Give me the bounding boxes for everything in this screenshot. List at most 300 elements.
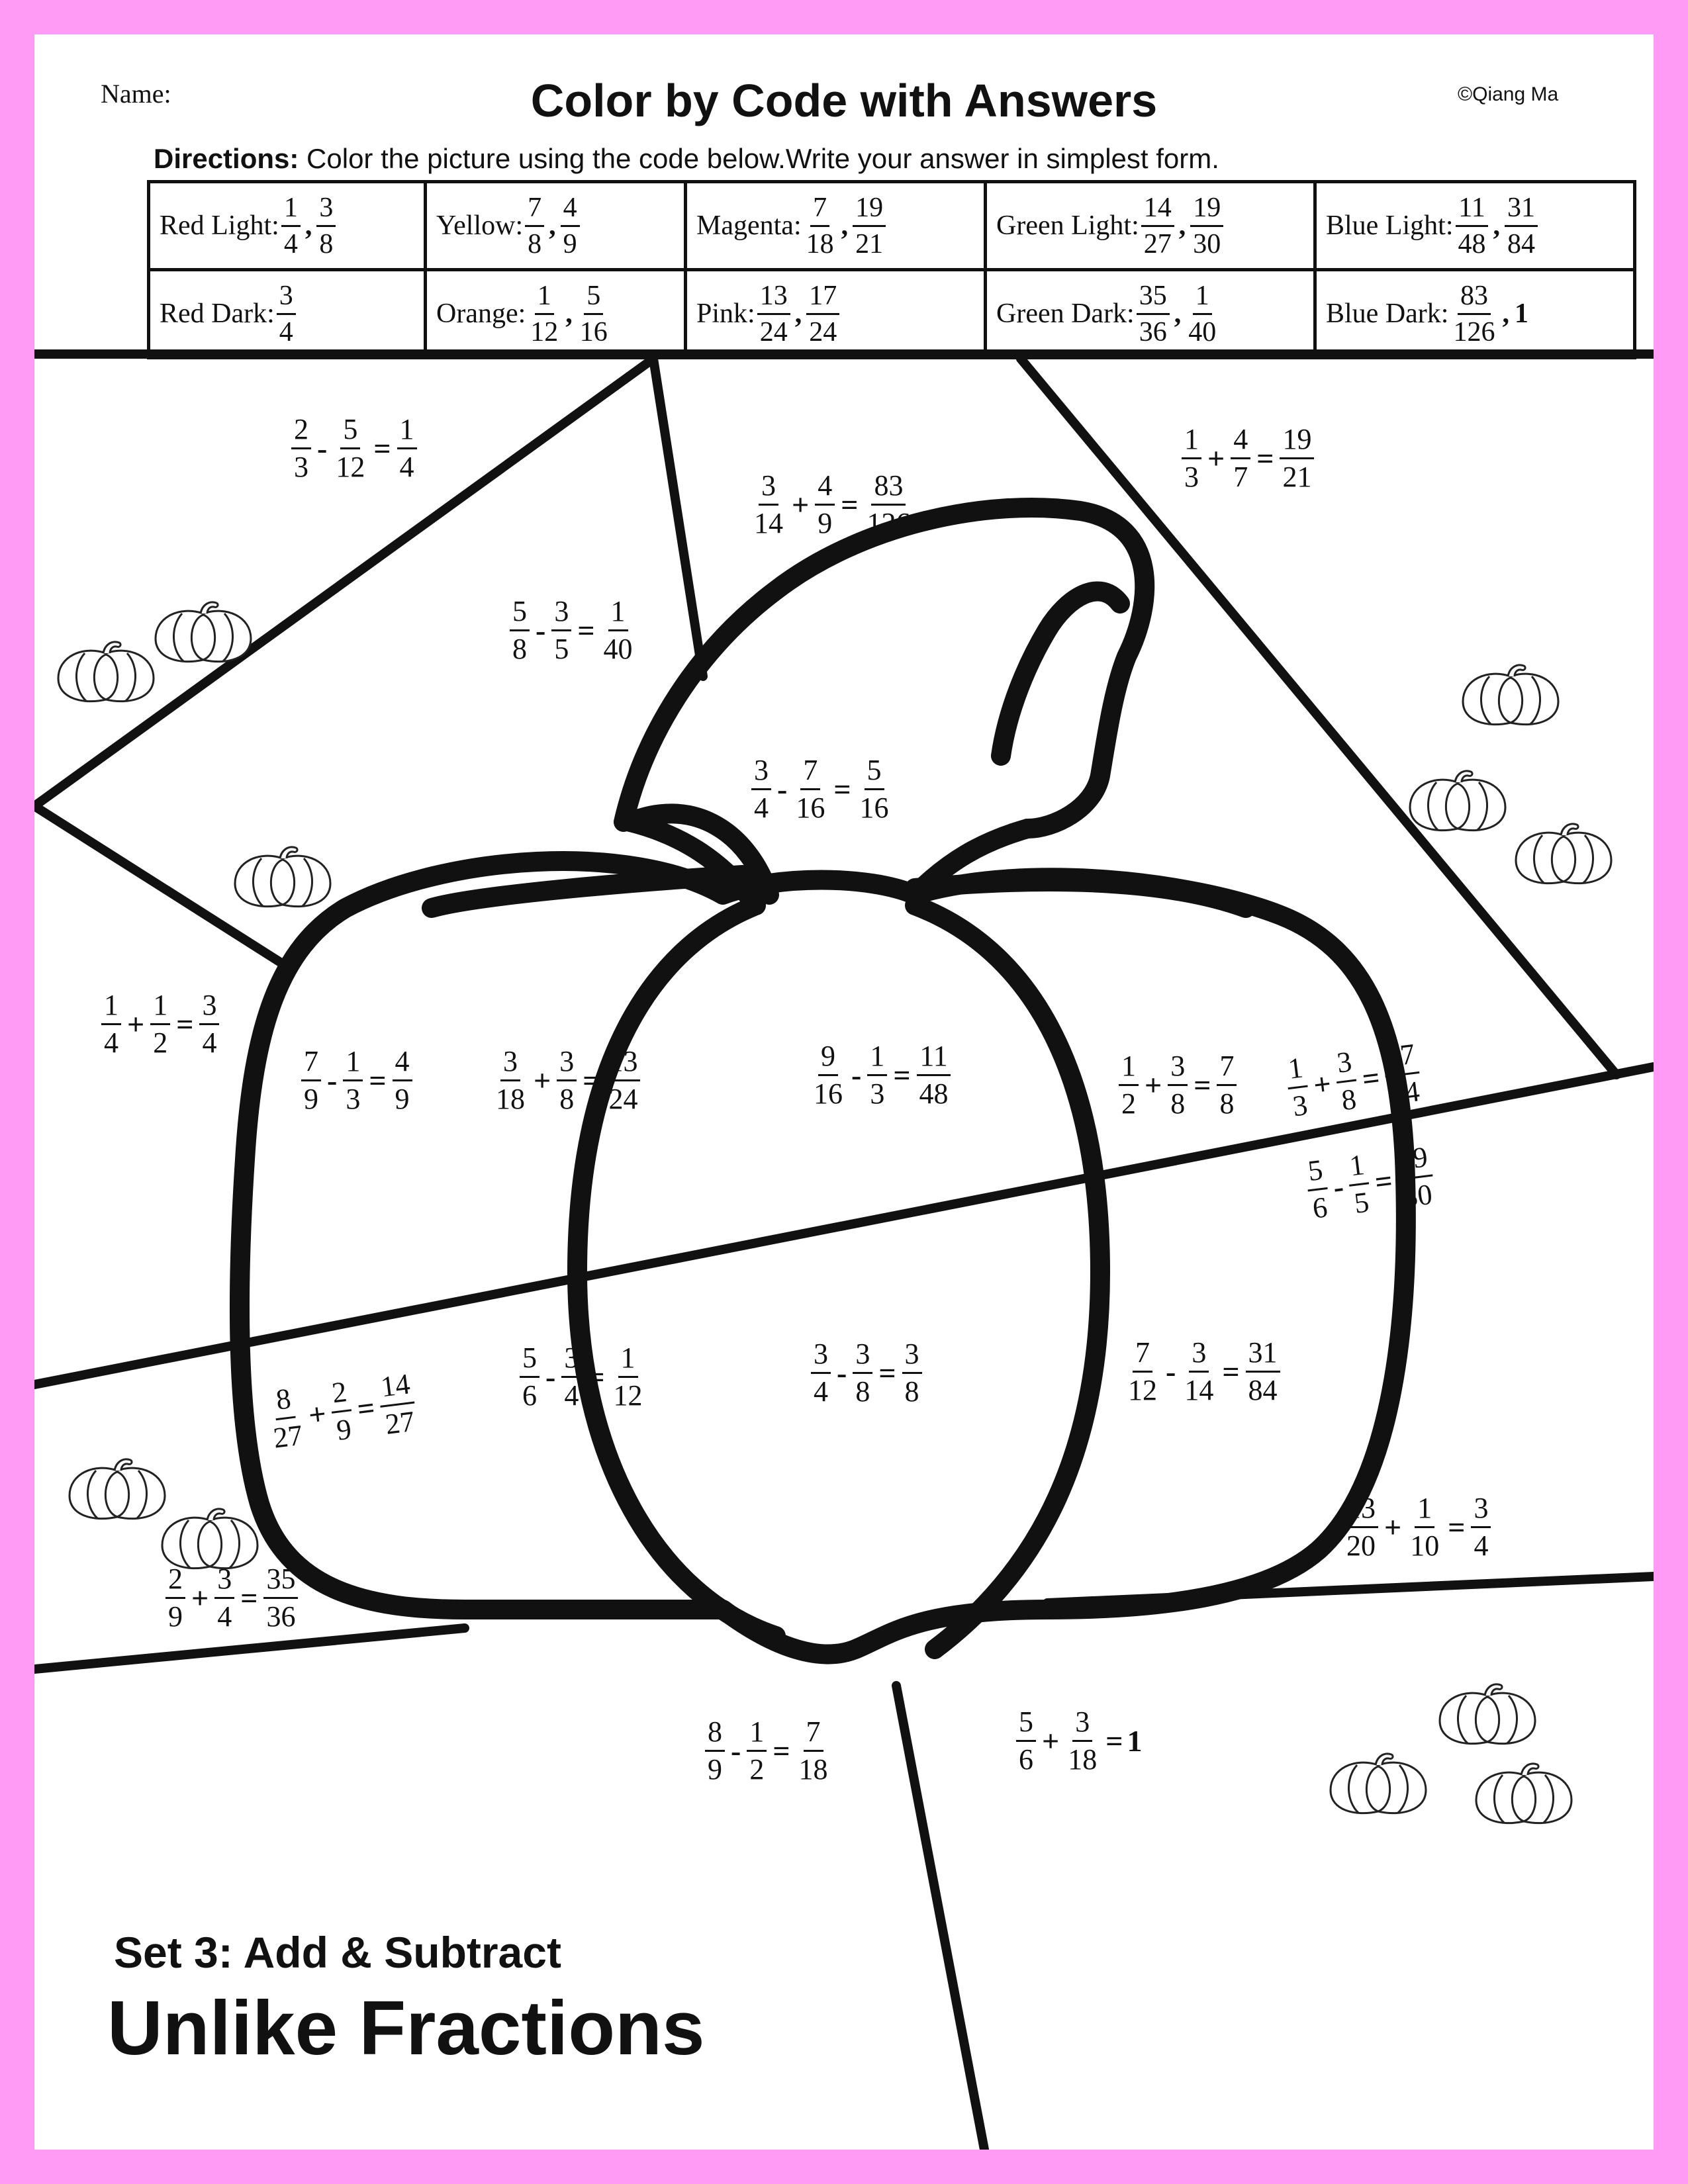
denominator: 24 [809,316,837,347]
operator: - [731,1734,741,1768]
fraction [1217,1052,1237,1118]
mini-pumpkin-icon [162,1509,258,1569]
denominator: 3 [1184,461,1199,493]
denominator: 8 [528,228,542,259]
name-label: Name: [101,79,171,109]
fraction [510,597,530,664]
numerator: 3 [1333,1047,1356,1083]
numerator: 4 [393,1047,412,1081]
denominator: 48 [1458,228,1486,259]
fraction [867,1042,887,1109]
equals-sign: = [369,1064,387,1097]
color-name: Red Light: [160,210,279,241]
fraction [316,194,336,258]
fraction [214,1565,234,1631]
numerator: 1 [1182,425,1201,459]
equals-sign: = [583,1064,600,1097]
numerator: 5 [584,282,603,315]
equals-sign: = [587,1360,605,1394]
equals-sign: = [373,432,391,465]
denominator: 7 [1233,461,1248,493]
equation [809,1042,953,1109]
numerator: 5 [340,415,360,449]
color-name: Magenta: [696,210,802,241]
denominator: 12 [1128,1374,1157,1406]
denominator: 16 [796,792,825,824]
fraction [397,415,417,482]
fraction [561,194,580,258]
fraction [525,194,544,258]
equals-sign: = [773,1734,790,1768]
numerator: 7 [1133,1338,1152,1373]
numerator: 11 [917,1042,950,1076]
fraction [577,282,610,346]
code-cell [426,270,686,358]
numerator: 5 [510,597,530,631]
numerator: 1 [618,1343,638,1378]
denominator: 2 [153,1026,168,1059]
equals-sign: = [878,1356,896,1390]
mini-pumpkin-icon [1463,665,1558,725]
numerator: 19 [1394,1142,1432,1181]
fraction [1344,1494,1378,1561]
equation [491,1047,642,1114]
equation [1014,1707,1142,1774]
fraction [265,1383,307,1454]
fraction [1456,194,1489,258]
denominator: 24 [1388,1075,1422,1111]
fraction [1382,1039,1424,1110]
operator: - [837,1356,847,1390]
equation [289,415,419,482]
numerator: 3 [1471,1494,1491,1528]
fraction [705,1717,725,1784]
fraction [1280,425,1314,492]
fraction [1246,1338,1280,1405]
numerator: 2 [328,1377,352,1414]
denominator: 48 [919,1077,949,1110]
fraction [1190,194,1223,258]
numerator: 2 [291,415,311,449]
directions [154,143,1219,175]
set-label: Set 3: Add & Subtract [114,1928,561,1977]
denominator: 3 [294,451,308,483]
denominator: 18 [496,1083,525,1115]
operator: + [792,488,810,522]
fraction [557,1047,577,1114]
fraction [1450,282,1497,346]
numerator: 5 [1304,1155,1328,1191]
numerator: 8 [705,1717,725,1752]
numerator: 1 [343,1047,363,1081]
numerator: 1 [867,1042,887,1076]
numerator: 3 [557,1047,577,1081]
fraction [101,991,121,1058]
comma: , [1174,298,1182,329]
comma: , [841,210,849,241]
numerator: 2 [165,1565,185,1599]
fraction [1394,1142,1436,1213]
denominator: 6 [1311,1191,1329,1225]
denominator: 5 [554,633,569,665]
numerator: 1 [101,991,121,1025]
equals-sign: = [841,488,859,522]
numerator: 4 [1231,425,1250,459]
numerator: 17 [1382,1039,1420,1077]
equals-sign: = [1256,441,1274,475]
fraction [857,756,892,823]
denominator: 27 [271,1418,305,1455]
fraction [263,1565,298,1631]
equation [518,1343,647,1410]
operator: + [534,1064,551,1097]
numerator: 8 [272,1384,296,1420]
color-name: Pink: [696,298,755,329]
fraction [333,415,367,482]
denominator: 8 [512,633,527,665]
numerator: 1 [608,597,628,631]
fraction [199,991,219,1058]
numerator: 3 [199,991,219,1025]
denominator: 9 [818,507,833,539]
denominator: 12 [336,451,365,483]
numerator: 14 [377,1369,415,1408]
fraction [1137,282,1170,346]
code-cell [1315,270,1635,358]
numerator: 83 [1458,282,1491,315]
code-cell [149,270,426,358]
numerator: 5 [865,756,884,790]
fraction [281,194,301,258]
comma: , [305,210,312,241]
mini-pumpkin-icon [58,642,154,702]
denominator: 126 [867,507,911,539]
whole-number-answer: 1 [1127,1724,1143,1758]
numerator: 1 [281,194,301,227]
fraction [1345,1150,1373,1219]
equation [703,1717,833,1784]
color-name: Blue Dark: [1326,298,1449,329]
numerator: 3 [1189,1338,1209,1373]
numerator: 35 [1137,282,1170,315]
code-row [149,182,1635,270]
numerator: 7 [800,756,820,790]
fraction [377,1369,419,1440]
denominator: 3 [870,1077,885,1110]
operator: - [545,1360,556,1394]
denominator: 27 [383,1404,417,1441]
fraction [806,282,839,346]
fraction [601,597,635,664]
fraction [811,1042,845,1109]
fraction [747,1717,767,1784]
equals-sign: = [833,772,851,806]
fraction [796,1717,831,1784]
fraction [804,194,837,258]
equals-sign: = [1222,1355,1240,1388]
comma: , [1502,298,1509,329]
fraction [1016,1707,1036,1774]
fraction [1182,1338,1216,1405]
fraction [1505,194,1538,258]
numerator: 1 [1415,1494,1434,1528]
code-cell [1315,182,1635,270]
fraction [853,1340,872,1406]
comma: , [1493,210,1500,241]
denominator: 9 [334,1412,353,1447]
fraction [1407,1494,1442,1561]
numerator: 13 [606,1047,640,1081]
color-code-table [147,180,1636,359]
fraction [853,194,886,258]
denominator: 16 [859,792,889,824]
fraction [551,597,571,664]
fraction [150,991,170,1058]
denominator: 40 [1188,316,1217,347]
denominator: 16 [814,1077,843,1110]
denominator: 18 [1068,1743,1098,1776]
fraction [751,471,786,538]
directions-label: Directions: [154,143,299,174]
numerator: 31 [1246,1338,1280,1373]
fraction [1125,1338,1160,1405]
mini-pumpkin-icon [1516,824,1611,884]
fraction [277,282,296,346]
comma: , [1178,210,1186,241]
numerator: 14 [1141,194,1174,227]
numerator: 11 [1456,194,1487,227]
denominator: 84 [1507,228,1535,259]
fraction [902,1340,922,1406]
topic-label: Unlike Fractions [107,1985,705,2071]
denominator: 14 [754,507,783,539]
numerator: 4 [815,471,835,506]
numerator: 3 [500,1047,520,1081]
numerator: 5 [520,1343,539,1378]
code-row [149,270,1635,358]
denominator: 3 [346,1083,361,1115]
fraction [291,415,311,482]
denominator: 40 [603,633,633,665]
denominator: 14 [1184,1374,1214,1406]
equation [749,471,915,538]
denominator: 4 [283,228,298,259]
numerator: 19 [1280,425,1314,459]
denominator: 6 [1019,1743,1033,1776]
fraction [1471,1494,1491,1561]
fraction [757,282,790,346]
fraction [1065,1707,1100,1774]
numerator: 5 [1016,1707,1036,1742]
operator: - [536,614,546,647]
mini-pumpkin-icon [1410,771,1505,831]
denominator: 126 [1453,316,1495,347]
denominator: 20 [1346,1529,1376,1562]
denominator: 4 [202,1026,217,1059]
fraction [393,1047,412,1114]
code-cell [426,182,686,270]
denominator: 4 [814,1375,828,1408]
numerator: 7 [525,194,544,227]
denominator: 36 [1139,316,1167,347]
operator: + [1145,1068,1162,1102]
mini-pumpkin-icon [1331,1754,1426,1813]
operator: - [317,432,328,465]
equals-sign: = [1373,1163,1395,1199]
denominator: 24 [759,316,788,347]
copyright-notice: ©Qiang Ma [1458,83,1559,105]
comma: , [549,210,556,241]
color-name: Orange: [436,298,526,329]
fraction [561,1343,581,1410]
fraction [165,1565,185,1631]
fraction [611,1343,645,1410]
equation [164,1565,300,1631]
fraction [811,1340,831,1406]
numerator: 1 [1193,282,1212,315]
code-cell [986,270,1315,358]
denominator: 4 [217,1600,232,1633]
equals-sign: = [176,1007,194,1041]
denominator: 9 [304,1083,318,1115]
denominator: 9 [708,1753,722,1786]
denominator: 10 [1410,1529,1440,1562]
numerator: 1 [1119,1052,1139,1086]
equation [809,1340,924,1406]
numerator: 1 [1284,1053,1308,1089]
fraction [815,471,835,538]
fraction [917,1042,951,1109]
numerator: 3 [1072,1707,1092,1742]
fraction [1182,425,1201,492]
color-name: Red Dark: [160,298,275,329]
operator: - [327,1064,338,1097]
fraction [1119,1052,1139,1118]
equation [1117,1052,1239,1118]
equals-sign: = [240,1581,258,1615]
denominator: 8 [319,228,334,259]
numerator: 17 [806,282,839,315]
denominator: 4 [399,451,414,483]
denominator: 12 [530,316,559,347]
comma: , [794,298,802,329]
code-cell [986,182,1315,270]
numerator: 3 [1168,1052,1188,1086]
equation [1180,425,1316,492]
comma: , [565,298,573,329]
operator: + [1311,1066,1333,1103]
numerator: 1 [1345,1150,1369,1187]
numerator: 13 [1344,1494,1378,1528]
numerator: 1 [150,991,170,1025]
denominator: 84 [1248,1374,1278,1406]
numerator: 4 [561,194,580,227]
operator: + [306,1396,328,1432]
operator: - [1331,1169,1346,1205]
numerator: 83 [871,471,906,506]
operator: + [1207,441,1225,475]
denominator: 18 [806,228,834,259]
numerator: 7 [1217,1052,1237,1086]
color-name: Green Light: [996,210,1139,241]
denominator: 4 [1474,1529,1489,1562]
fraction [793,756,827,823]
numerator: 7 [804,1717,823,1752]
equation [749,756,894,823]
operator: + [127,1007,145,1041]
denominator: 8 [1170,1087,1186,1120]
equation [508,597,637,664]
fraction [1141,194,1174,258]
equals-sign: = [1194,1068,1211,1102]
numerator: 31 [1505,194,1538,227]
numerator: 3 [853,1340,872,1374]
numerator: 3 [214,1565,234,1599]
fraction [528,282,561,346]
numerator: 9 [818,1042,838,1076]
operator: - [851,1058,862,1092]
mini-pumpkin-icon [156,602,251,662]
numerator: 7 [301,1047,321,1081]
denominator: 2 [749,1753,765,1786]
denominator: 8 [904,1375,919,1408]
fraction [493,1047,528,1114]
denominator: 8 [1219,1087,1235,1120]
color-name: Blue Light: [1326,210,1454,241]
denominator: 4 [104,1026,118,1059]
worksheet-page [34,34,1654,2150]
denominator: 18 [798,1753,828,1786]
equals-sign: = [577,614,595,647]
denominator: 12 [613,1379,643,1412]
fraction [301,1047,321,1114]
numerator: 3 [277,282,296,315]
numerator: 3 [759,471,778,506]
numerator: 7 [810,194,829,227]
equation [1342,1494,1493,1561]
denominator: 4 [754,792,769,824]
equals-sign: = [1105,1724,1123,1758]
fraction [520,1343,539,1410]
numerator: 3 [561,1343,581,1378]
denominator: 21 [1282,461,1312,493]
directions-text: Color the picture using the code below.Write your answer in simplest form. [306,143,1219,174]
code-cell [686,270,986,358]
operator: + [191,1581,209,1615]
denominator: 6 [522,1379,537,1412]
equals-sign: = [893,1058,911,1092]
fraction [751,756,771,823]
denominator: 36 [266,1600,296,1633]
denominator: 21 [855,228,884,259]
code-cell [149,182,426,270]
denominator: 16 [579,316,608,347]
mini-pumpkin-icon [235,847,330,907]
color-name: Yellow: [436,210,524,241]
equals-sign: = [355,1390,377,1426]
denominator: 30 [1401,1177,1434,1214]
numerator: 35 [263,1565,298,1599]
equation [1123,1338,1282,1405]
operator: + [1042,1724,1060,1758]
denominator: 9 [168,1600,183,1633]
operator: - [777,772,788,806]
denominator: 9 [395,1083,410,1115]
numerator: 1 [397,415,417,449]
fraction [1231,425,1250,492]
numerator: 19 [1190,194,1223,227]
denominator: 8 [1339,1082,1358,1117]
